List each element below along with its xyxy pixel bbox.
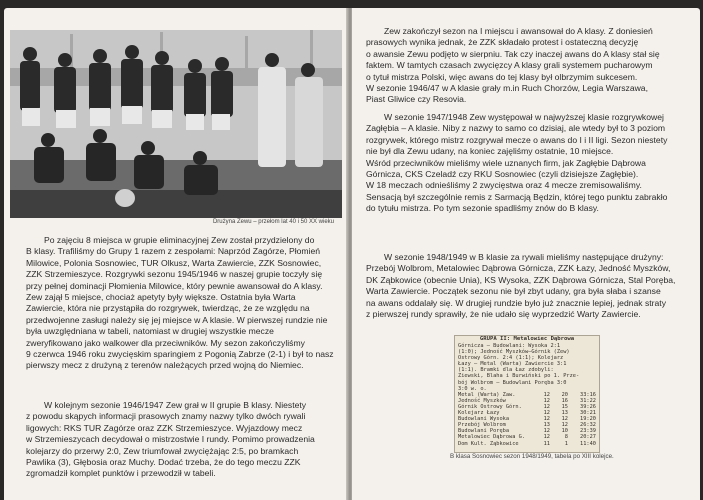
goals: 19:20 bbox=[580, 416, 596, 423]
goals: 39:26 bbox=[580, 403, 596, 410]
clipping-line: bój Wolbrom — Budowlani Poręba 3:0 bbox=[458, 379, 567, 386]
text-line: Milowice, Polonia Sosnowiec, TUR Olkusz, Warta Zawiercie, ZZK Sosnowiec, bbox=[26, 257, 322, 268]
right-page bbox=[352, 8, 700, 500]
right-paragraph-3 bbox=[366, 252, 690, 320]
right-paragraph-2 bbox=[366, 112, 690, 215]
games: 11 bbox=[543, 440, 550, 447]
text-line: Zew zajął 5 miejsce, chociaż apetyty były większe. Ostatnia była Warta bbox=[26, 292, 296, 303]
text-line: do tytułu mistrza. Po tym sezonie spadliśmy znów do B klasy. bbox=[366, 203, 599, 214]
clipping-line: Łazy — Metal (Warta) Zawiercie 3:1 bbox=[458, 361, 567, 368]
text-line: DK Ząbkowice (obecnie Unia), KS Wysoka, ZZK Dąbrowa Górnicza, Stal Poręba, bbox=[366, 274, 676, 285]
team-name: Metalowiec Dąbrowa G. bbox=[458, 434, 525, 441]
clipping-line: (1:1). Bramki dla Łaz zdobyli: bbox=[458, 367, 554, 374]
clipping-line: (1:0); Jedność Myszków—Górnik (Zew) bbox=[458, 349, 570, 356]
text-line: na awans oddalały się. W drugiej rundzie było już znacznie lepiej, jednak straty bbox=[366, 297, 666, 308]
text-line: ZZK Strzemieszyce. Rozgrywki sezonu 1945/1946 w naszej grupie toczyły się bbox=[26, 269, 323, 280]
text-line: z pierwszej rundy sprawiły, że nie udało się wyprzedzić Warty Zawiercie. bbox=[366, 309, 641, 320]
text-line: 9 czerwca 1946 roku zwycięskim sparingiem z Pogonią Zabrze (2-1) i był to nasz bbox=[26, 349, 334, 360]
goals: 30:21 bbox=[580, 410, 596, 417]
left-page bbox=[4, 8, 348, 500]
points: 15 bbox=[561, 403, 568, 410]
points: 10 bbox=[561, 428, 568, 435]
right-paragraph-1 bbox=[366, 26, 690, 106]
goals: 26:32 bbox=[580, 422, 596, 429]
text-line: Przebój Wolbrom, Metalowiec Dąbrowa Górnicza, ZZK Łazy, Jedność Myszków, bbox=[366, 263, 671, 274]
text-line: przedwojenne zasługi należy się jej miejsce w A klasie. W pierwszej rundzie nie bbox=[26, 314, 328, 325]
points: 12 bbox=[561, 416, 568, 423]
team-name: Budowlani Wysoka bbox=[458, 416, 510, 423]
left-paragraph-2 bbox=[26, 400, 346, 480]
team-name: Jedność Myszków bbox=[458, 397, 506, 404]
goals: 31:22 bbox=[580, 397, 596, 404]
text-line: zweryfikowano jako walkower dla przeciwników. My sezon zakończyliśmy bbox=[26, 337, 305, 348]
games: 12 bbox=[543, 428, 550, 435]
text-line: o tytuł mistrza Polski, więc awans do tej klasy był olbrzymim sukcesem. bbox=[366, 71, 638, 82]
text-line: w Strzemieszycach decydował o mistrzostwie I rundy. Pomimo prowadzenia bbox=[26, 434, 315, 445]
games: 12 bbox=[543, 416, 550, 423]
text-line: kolejarzy do przerwy 2:0, Zew triumfował zwyciężając 2:5, po bramkach bbox=[26, 445, 299, 456]
text-line: W 18 meczach odnieśliśmy 2 zwycięstwa oraz 4 mecze zremisowaliśmy. bbox=[366, 180, 642, 191]
games: 12 bbox=[543, 397, 550, 404]
text-line: Zagłębia – A klasie. Niby z nazwy to samo co dzisiaj, ale wtedy był to 3 poziom bbox=[366, 123, 666, 134]
text-line: była uwzględniana w tabeli, natomiast w drugiej wszystkie mecze bbox=[26, 326, 274, 337]
text-line: nie był dla Zewu udany, na koniec zajęliśmy ostatnie, 10 miejsce. bbox=[366, 146, 614, 157]
points: 16 bbox=[561, 397, 568, 404]
text-line: Sensacją był szczególnie remis z Sarmacją Będzin, której tego punktu zabrakło bbox=[366, 191, 668, 202]
team-name: Przebój Wolbrom bbox=[458, 422, 506, 429]
points: 13 bbox=[561, 410, 568, 417]
text-line: Pawlika (3), Głębosia oraz Muchy. Dodać trzeba, że do tego meczu ZZK bbox=[26, 457, 301, 468]
left-paragraph-1 bbox=[26, 235, 346, 372]
games: 13 bbox=[543, 422, 550, 429]
text-line: z powodu skąpych informacji prasowych znamy nazwy tylko dwóch rywali bbox=[26, 411, 306, 422]
points: 12 bbox=[561, 422, 568, 429]
games: 12 bbox=[543, 410, 550, 417]
clipping-line: Ostrowy Górn. 2:4 (1:1); Kolejarz bbox=[458, 355, 564, 362]
text-line: B klasy. Trafiliśmy do Grupy 1 razem z zespołami: Naprzód Zagórze, Płomień bbox=[26, 246, 321, 257]
goals: 23:39 bbox=[580, 428, 596, 435]
clipping-line: Górnicza — Budowlani: Wysoka 2:1 bbox=[458, 343, 561, 349]
points: 8 bbox=[564, 434, 568, 441]
clipping-line: Ziewski, Blaha i Burwiński po 1. Prze- bbox=[458, 373, 580, 380]
text-line: rozgrywek, którego mistrz rozgrywał mecze o awans do I i II ligi. Sezon niestety bbox=[366, 134, 668, 145]
goals: 20:27 bbox=[580, 434, 596, 441]
team-photo-illustration bbox=[10, 30, 342, 218]
text-line: Górnicza, CKS Czeladź czy RKU Sosnowiec (czyli dzisiejsze Zagłębie). bbox=[366, 169, 639, 180]
text-line: o awansie Zewu podjęto w sierpniu. Tak czy inaczej awans do A klasy stał się bbox=[366, 48, 660, 59]
text-line: przy pełnej dominacji Płomienia Milowice, który pewnie awansował do A klasy. bbox=[26, 280, 323, 291]
games: 12 bbox=[543, 403, 550, 410]
text-line: Piast Gliwice czy Resovia. bbox=[366, 94, 467, 105]
text-line: Po zajęciu 8 miejsca w grupie eliminacyjnej Zew został przydzielony do bbox=[44, 235, 315, 245]
points: 20 bbox=[561, 391, 568, 398]
text-line: W sezonie 1946/47 w A klasie grały m.in Ruch Chorzów, Legia Warszawa, bbox=[366, 83, 648, 94]
team-name: Kolejarz Łazy bbox=[458, 410, 500, 417]
text-line: W sezonie 1947/1948 Zew występował w najwyższej klasie rozgrywkowej bbox=[384, 112, 664, 122]
games: 12 bbox=[543, 391, 550, 398]
text-line: pierwszy mecz z drużyną z terenów należących przed wojną do Niemiec. bbox=[26, 360, 304, 371]
text-line: Wśród przeciwników mieliśmy wiele uznanych firm, jak Zagłębie Dąbrowa bbox=[366, 157, 646, 168]
text-line: Zew zakończył sezon na I miejscu i awansował do A klasy. Z doniesień bbox=[384, 26, 653, 36]
newspaper-clipping bbox=[454, 335, 600, 453]
text-line: ligowych: RKS TUR Zagórze oraz ZZK Strzemieszyce. Wyjazdowy mecz bbox=[26, 422, 303, 433]
text-line: faktem. W tamtych czasach zwycięzcy A klasy grali systemem pucharowym bbox=[366, 60, 653, 71]
text-line: prasowych wynika jednak, że ZZK składało protest i ostateczną decyzję bbox=[366, 37, 639, 48]
points: 1 bbox=[564, 440, 568, 447]
clipping-header: GRUPA II: Metalowiec Dąbrowa bbox=[479, 336, 575, 342]
text-line: zgromadził komplet punktów i przewodził w tabeli. bbox=[26, 468, 216, 479]
text-line: W kolejnym sezonie 1946/1947 Zew grał w II grupie B klasy. Niestety bbox=[44, 400, 307, 410]
text-line: Warta Zawiercie. Początek sezonu nie był zbyt udany, gra była słaba i szanse bbox=[366, 286, 661, 297]
team-name: Górnik Ostrowy Górn. bbox=[458, 403, 522, 410]
clipping-caption: B klasa Sosnowiec sezon 1948/1949, tabela po XIII kolejce. bbox=[450, 453, 614, 460]
goals: 11:40 bbox=[580, 440, 596, 447]
photo-caption: Drużyna Zewu – przełom lat 40 i 50 XX wieku bbox=[212, 219, 334, 225]
team-name: Dom Kult. Ząbkowice bbox=[458, 440, 519, 447]
table-row bbox=[455, 441, 599, 447]
team-photo bbox=[10, 30, 342, 218]
clipping-line: 3:0 w. o. bbox=[458, 385, 487, 392]
text-line: Zawiercie, która nie przystąpiła do rozgrywek, twierdząc, że ze względu na bbox=[26, 303, 310, 314]
goals: 33:16 bbox=[580, 391, 596, 398]
team-name: Budowlani Poręba bbox=[458, 428, 510, 435]
text-line: W sezonie 1948/1949 w B klasie za rywali mieliśmy następujące drużyny: bbox=[384, 252, 664, 262]
team-name: Metal (Warta) Zaw. bbox=[458, 391, 516, 398]
games: 12 bbox=[543, 434, 550, 441]
